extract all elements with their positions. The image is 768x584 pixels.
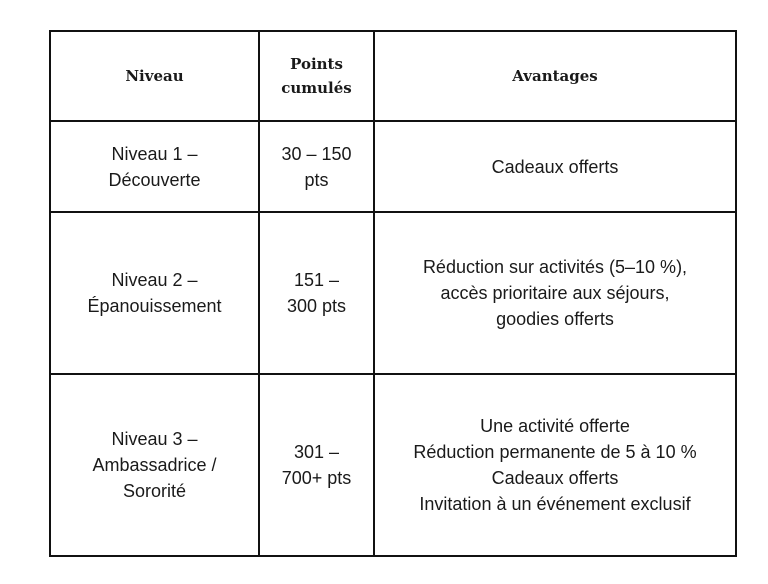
table-row (50, 212, 736, 374)
cell-line: Découverte (108, 169, 201, 190)
cell-line: 301 – (293, 442, 340, 462)
cell-line: Cadeaux offerts (491, 156, 619, 177)
cell-line: 151 – (293, 270, 340, 290)
cell-line: Réduction sur activités (5–10 %), (422, 257, 688, 277)
cell-line: goodies offerts (496, 309, 614, 329)
cell-niveau (50, 374, 259, 556)
cell-line: 700+ pts (281, 468, 352, 488)
cell-avantages (374, 121, 736, 212)
cell-line: Niveau 1 – (111, 143, 198, 164)
cell-line: accès prioritaire aux séjours, (440, 283, 670, 303)
cell-line: pts (304, 169, 329, 190)
cell-line: Sororité (122, 481, 187, 501)
cell-line: Invitation à un événement exclusif (419, 494, 691, 514)
cell-line: Niveau 2 – (111, 270, 198, 290)
header-points (259, 31, 374, 121)
table-row (50, 121, 736, 212)
cell-niveau (50, 212, 259, 374)
cell-line: Cadeaux offerts (491, 468, 619, 488)
cell-points (259, 212, 374, 374)
cell-line: 30 – 150 (281, 143, 352, 164)
cell-niveau (50, 121, 259, 212)
cell-line: Épanouissement (87, 296, 222, 316)
header-niveau: Niveau (50, 31, 259, 121)
header-points-line-1: Points (290, 55, 343, 73)
cell-line: 300 pts (286, 296, 347, 316)
table-row (50, 374, 736, 556)
loyalty-levels-table (49, 30, 737, 557)
cell-line: Ambassadrice / (92, 455, 217, 475)
cell-line: Réduction permanente de 5 à 10 % (413, 442, 697, 462)
cell-avantages (374, 212, 736, 374)
header-points-line-2: cumulés (281, 79, 352, 97)
cell-avantages (374, 374, 736, 556)
table-header-row (50, 31, 736, 121)
cell-line: Niveau 3 – (111, 429, 198, 449)
cell-points (259, 374, 374, 556)
cell-points (259, 121, 374, 212)
header-avantages: Avantages (374, 31, 736, 121)
cell-line: Une activité offerte (480, 416, 630, 436)
